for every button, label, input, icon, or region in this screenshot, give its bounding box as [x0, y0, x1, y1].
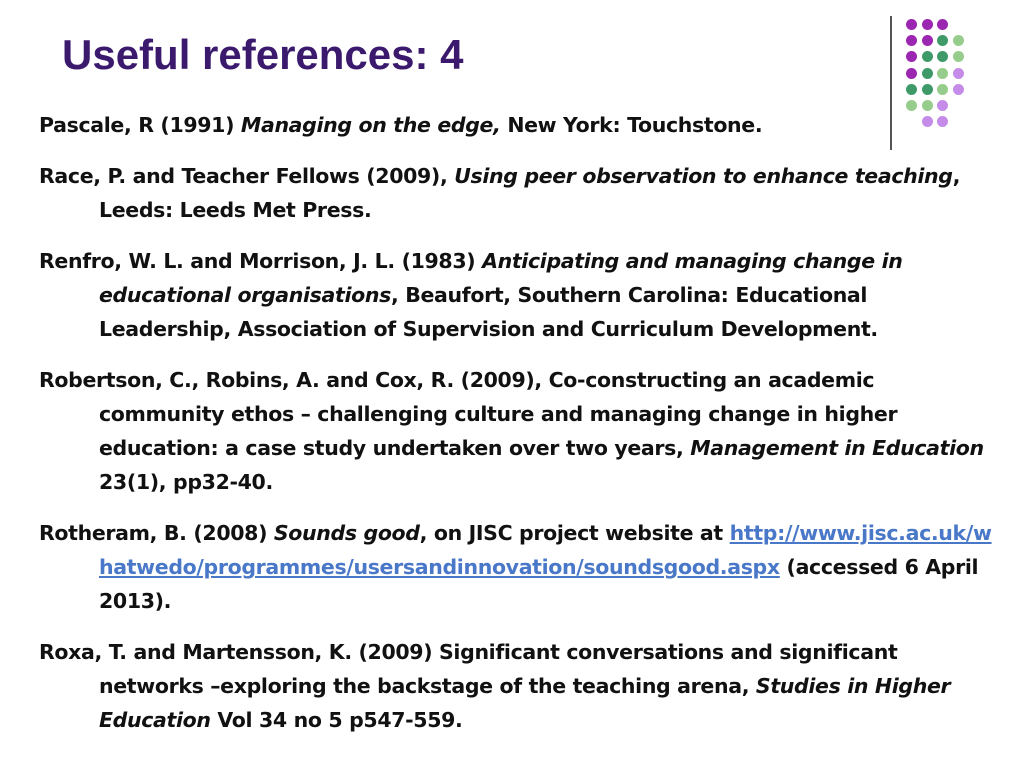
reference-link[interactable]: http://www.jisc.ac.uk/whatwedo/programmes/usersandinnovation/soundsgood.aspx	[99, 521, 992, 579]
decorative-dot	[953, 35, 964, 46]
reference-text: New York: Touchstone.	[500, 113, 763, 137]
reference-text: Race, P. and Teacher Fellows (2009),	[39, 164, 455, 188]
reference-title: Using peer observation to enhance teaching	[454, 164, 953, 188]
reference-title: Sounds good	[273, 521, 420, 545]
decorative-dot	[937, 35, 948, 46]
decorative-dot	[906, 68, 917, 79]
decorative-dot	[953, 51, 964, 62]
reference-item	[39, 108, 994, 142]
reference-item	[39, 244, 994, 346]
decorative-dot	[922, 19, 933, 30]
reference-text: Renfro, W. L. and Morrison, J. L. (1983)	[39, 249, 483, 273]
reference-text: (accessed 6 April 2013).	[99, 555, 979, 613]
decorative-dot	[906, 35, 917, 46]
reference-item	[39, 363, 994, 499]
reference-text: Pascale, R (1991)	[39, 113, 241, 137]
decorative-dot	[937, 51, 948, 62]
decorative-dot	[906, 84, 917, 95]
decorative-dot	[922, 51, 933, 62]
reference-text: Vol 34 no 5 p547-559.	[210, 708, 463, 732]
reference-list	[39, 108, 994, 754]
decorative-dot	[922, 68, 933, 79]
decorative-dot	[906, 19, 917, 30]
decorative-dot	[937, 19, 948, 30]
decorative-dot	[953, 68, 964, 79]
decorative-dot	[937, 84, 948, 95]
reference-text: Roxa, T. and Martensson, K. (2009) Significant conversations and significant networks –exploring the backstage of the teaching arena,	[39, 640, 898, 698]
decorative-dot	[922, 84, 933, 95]
reference-text: , Beaufort, Southern Carolina: Educational Leadership, Association of Supervision and Curriculum Development.	[99, 283, 878, 341]
decorative-dot	[953, 84, 964, 95]
reference-title: Studies in Higher Education	[99, 674, 951, 732]
reference-text: , Leeds: Leeds Met Press.	[99, 164, 961, 222]
reference-title: Management in Education	[690, 436, 984, 460]
reference-item	[39, 516, 994, 618]
decorative-dot	[906, 51, 917, 62]
reference-item	[39, 159, 994, 227]
decorative-dot	[937, 68, 948, 79]
reference-title: Anticipating and managing change in educational organisations	[99, 249, 903, 307]
reference-text: Robertson, C., Robins, A. and Cox, R. (2009), Co-constructing an academic community ethos – challenging culture and managing change in higher education: a case study undertaken over two years,	[39, 368, 898, 460]
reference-title: Managing on the edge,	[240, 113, 501, 137]
reference-text: Rotheram, B. (2008)	[39, 521, 274, 545]
reference-item	[39, 635, 994, 737]
decorative-dot	[922, 35, 933, 46]
slide-title: Useful references: 4	[62, 31, 464, 78]
reference-text: , on JISC project website at	[419, 521, 730, 545]
reference-text: 23(1), pp32-40.	[99, 470, 273, 494]
